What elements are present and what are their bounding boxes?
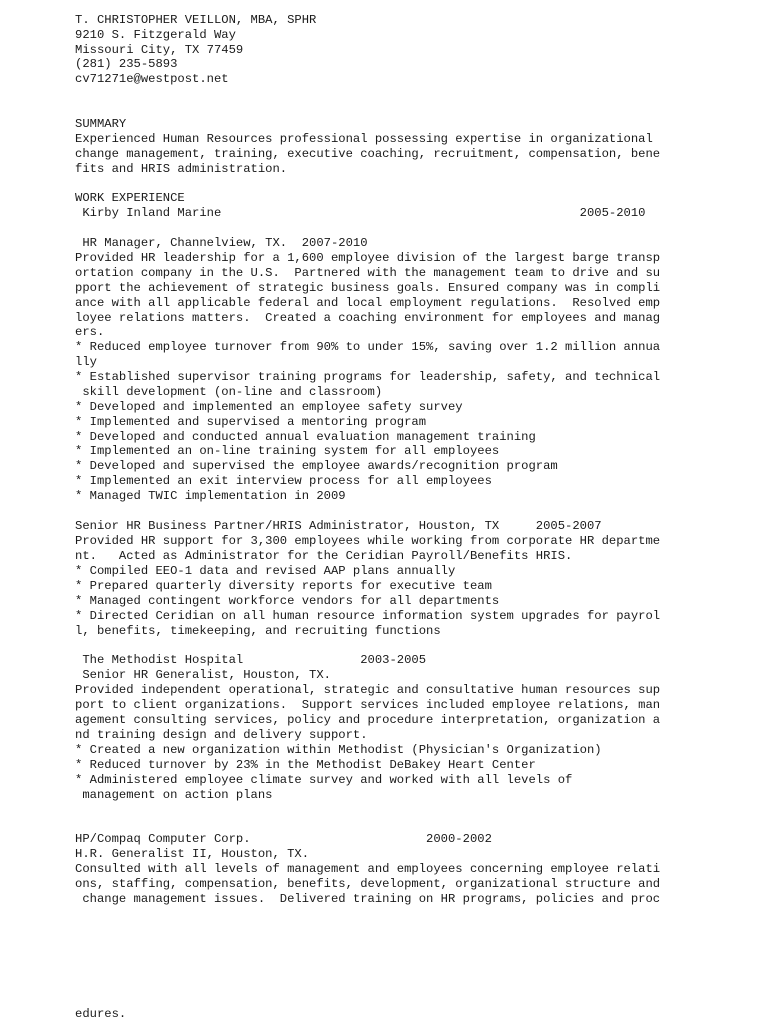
summary-text: change management, training, executive coaching, recruitment, compensation, bene bbox=[75, 147, 661, 161]
job-description: nd training design and delivery support. bbox=[75, 728, 368, 742]
summary-heading: SUMMARY bbox=[75, 117, 127, 131]
job-title-line: Senior HR Generalist, Houston, TX. bbox=[75, 668, 331, 682]
job-title-line: Senior HR Business Partner/HRIS Administrator, Houston, TX 2005-2007 bbox=[75, 519, 602, 533]
job-description: ance with all applicable federal and local employment regulations. Resolved emp bbox=[75, 296, 661, 310]
job-title-line: H.R. Generalist II, Houston, TX. bbox=[75, 847, 310, 861]
bullet-item: * Established supervisor training programs for leadership, safety, and technical bbox=[75, 370, 661, 384]
bullet-item: * Managed contingent workforce vendors for all departments bbox=[75, 594, 500, 608]
address-street: 9210 S. Fitzgerald Way bbox=[75, 28, 236, 42]
job-description: ortation company in the U.S. Partnered with the management team to drive and su bbox=[75, 266, 661, 280]
bullet-item: l, benefits, timekeeping, and recruiting functions bbox=[75, 624, 441, 638]
bullet-item: * Created a new organization within Methodist (Physician's Organization) bbox=[75, 743, 602, 757]
bullet-item: * Reduced employee turnover from 90% to under 15%, saving over 1.2 million annua bbox=[75, 340, 661, 354]
email-address: cv71271e@westpost.net bbox=[75, 72, 229, 86]
job-description: pport the achievement of strategic business goals. Ensured company was in compli bbox=[75, 281, 661, 295]
job-description: Provided HR support for 3,300 employees while working from corporate HR departme bbox=[75, 534, 661, 548]
job-title-line: HR Manager, Channelview, TX. 2007-2010 bbox=[75, 236, 368, 250]
bullet-item: * Developed and implemented an employee safety survey bbox=[75, 400, 463, 414]
job-description: ons, staffing, compensation, benefits, development, organizational structure and bbox=[75, 877, 661, 891]
bullet-item: lly bbox=[75, 355, 97, 369]
job-description: edures. bbox=[75, 1007, 127, 1021]
bullet-item: * Implemented and supervised a mentoring program bbox=[75, 415, 427, 429]
job-description: change management issues. Delivered training on HR programs, policies and proc bbox=[75, 892, 661, 906]
employer-line: HP/Compaq Computer Corp. 2000-2002 bbox=[75, 832, 492, 846]
job-description: Consulted with all levels of management and employees concerning employee relati bbox=[75, 862, 661, 876]
bullet-item: * Developed and supervised the employee awards/recognition program bbox=[75, 459, 558, 473]
job-description: Provided independent operational, strategic and consultative human resources sup bbox=[75, 683, 661, 697]
job-description: Provided HR leadership for a 1,600 employee division of the largest barge transp bbox=[75, 251, 661, 265]
bullet-item: * Managed TWIC implementation in 2009 bbox=[75, 489, 346, 503]
bullet-item: * Prepared quarterly diversity reports for executive team bbox=[75, 579, 492, 593]
bullet-item: skill development (on-line and classroom) bbox=[75, 385, 383, 399]
resume-name: T. CHRISTOPHER VEILLON, MBA, SPHR bbox=[75, 13, 317, 27]
employer-line: Kirby Inland Marine 2005-2010 bbox=[75, 206, 646, 220]
bullet-item: * Compiled EEO-1 data and revised AAP plans annually bbox=[75, 564, 456, 578]
bullet-item: * Administered employee climate survey and worked with all levels of bbox=[75, 773, 573, 787]
bullet-item: * Developed and conducted annual evaluation management training bbox=[75, 430, 536, 444]
job-description: nt. Acted as Administrator for the Ceridian Payroll/Benefits HRIS. bbox=[75, 549, 573, 563]
job-description: loyee relations matters. Created a coaching environment for employees and manag bbox=[75, 311, 661, 325]
bullet-item: management on action plans bbox=[75, 788, 273, 802]
bullet-item: * Implemented an exit interview process for all employees bbox=[75, 474, 492, 488]
bullet-item: * Directed Ceridian on all human resource information system upgrades for payrol bbox=[75, 609, 661, 623]
address-city: Missouri City, TX 77459 bbox=[75, 43, 244, 57]
summary-text: Experienced Human Resources professional possessing expertise in organizational bbox=[75, 132, 653, 146]
work-experience-heading: WORK EXPERIENCE bbox=[75, 191, 185, 205]
employer-line: The Methodist Hospital 2003-2005 bbox=[75, 653, 427, 667]
job-description: agement consulting services, policy and procedure interpretation, organization a bbox=[75, 713, 661, 727]
bullet-item: * Reduced turnover by 23% in the Methodist DeBakey Heart Center bbox=[75, 758, 536, 772]
bullet-item: * Implemented an on-line training system for all employees bbox=[75, 444, 500, 458]
job-description: ers. bbox=[75, 325, 105, 339]
summary-text: fits and HRIS administration. bbox=[75, 162, 288, 176]
job-description: port to client organizations. Support services included employee relations, man bbox=[75, 698, 661, 712]
phone-number: (281) 235-5893 bbox=[75, 57, 178, 71]
